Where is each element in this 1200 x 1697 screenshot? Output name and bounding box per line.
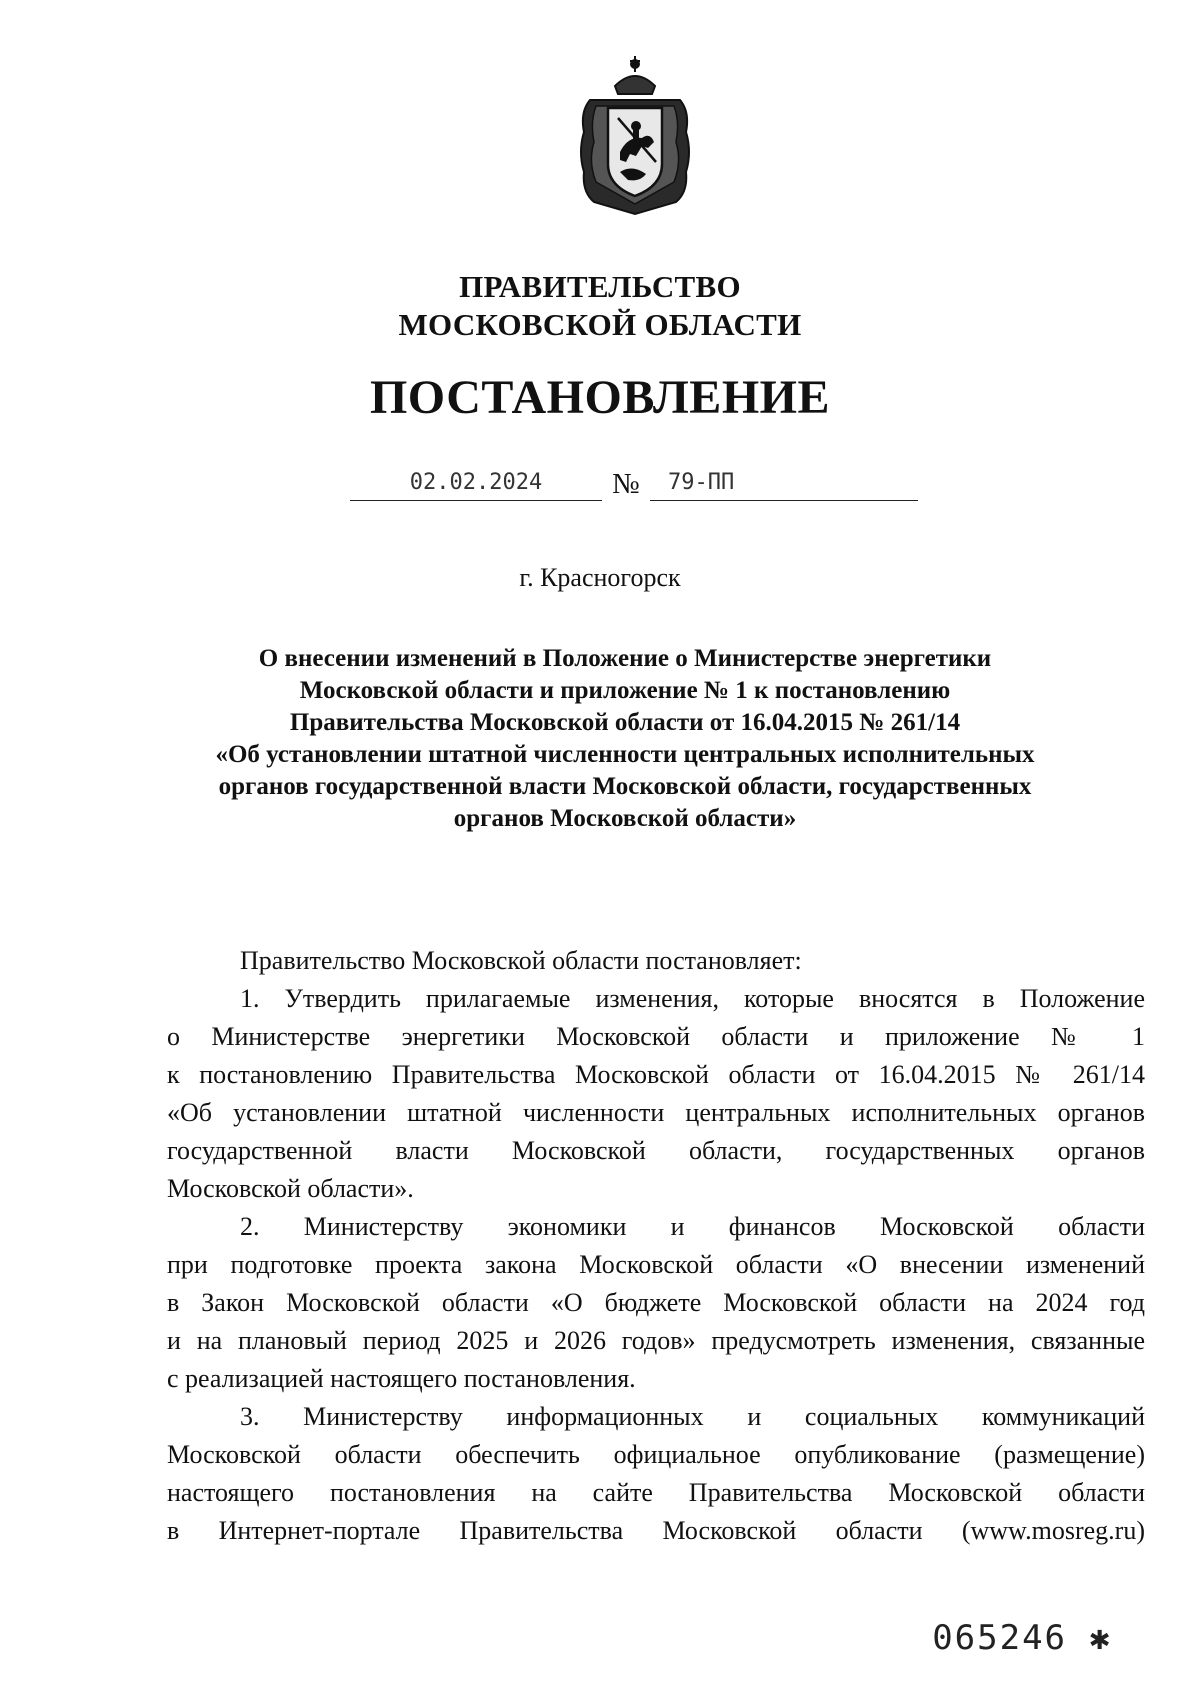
subject-line: О внесении изменений в Положение о Министерстве энергетики [258, 645, 992, 672]
body-line: о Министерстве энергетики Московской области и приложение № 1 [167, 1022, 1145, 1051]
body-line: 2. Министерству экономики и финансов Московской области [240, 1212, 1145, 1241]
document-body [167, 942, 1145, 1550]
city-name: г. Красногорск [519, 563, 681, 592]
body-line: настоящего постановления на сайте Правительства Московской области [167, 1478, 1145, 1507]
subject-line: Правительства Московской области от 16.04.2015 № 261/14 [289, 709, 961, 736]
document-subject [160, 643, 1090, 835]
body-line: 1. Утвердить прилагаемые изменения, которые вносятся в Положение [240, 984, 1145, 1013]
subject-line: органов Московской области» [453, 805, 797, 832]
document-date: 02.02.2024 [409, 470, 543, 495]
body-line: государственной власти Московской области, государственных органов [167, 1136, 1145, 1165]
document-type-title: ПОСТАНОВЛЕНИЕ [369, 371, 831, 424]
government-name-line-1: ПРАВИТЕЛЬСТВО [459, 269, 741, 304]
government-name [0, 268, 1200, 344]
body-line: при подготовке проекта закона Московской области «О внесении изменений [167, 1250, 1145, 1279]
serial-number [932, 1618, 1112, 1658]
asterisk-icon: ✱ [1089, 1618, 1112, 1658]
serial-number-value: 065246 [932, 1618, 1068, 1658]
date-underline [350, 500, 602, 501]
body-line: с реализацией настоящего постановления. [167, 1364, 636, 1393]
body-line: и на плановый период 2025 и 2026 годов» предусмотреть изменения, связанные [167, 1326, 1145, 1355]
body-line: к постановлению Правительства Московской области от 16.04.2015 № 261/14 [167, 1060, 1145, 1089]
body-line: «Об установлении штатной численности центральных исполнительных органов [167, 1098, 1145, 1127]
number-sign: № [612, 468, 640, 500]
body-line: в Интернет-портале Правительства Московской области (www.mosreg.ru) [167, 1516, 1145, 1545]
body-line: 3. Министерству информационных и социальных коммуникаций [240, 1402, 1145, 1431]
subject-line: органов государственной власти Московской области, государственных [218, 773, 1032, 800]
number-underline [650, 500, 918, 501]
body-line: в Закон Московской области «О бюджете Московской области на 2024 год [167, 1288, 1145, 1317]
subject-line: «Об установлении штатной численности центральных исполнительных [215, 741, 1035, 768]
subject-line: Московской области и приложение № 1 к постановлению [299, 677, 951, 704]
government-name-line-2: МОСКОВСКОЙ ОБЛАСТИ [398, 307, 802, 342]
document-number: 79-ПП [668, 470, 735, 495]
moscow-oblast-coat-of-arms-icon [570, 52, 700, 220]
body-line: Московской области». [167, 1174, 414, 1203]
body-line: Правительство Московской области постановляет: [240, 946, 802, 975]
body-line: Московской области обеспечить официальное опубликование (размещение) [167, 1440, 1145, 1469]
